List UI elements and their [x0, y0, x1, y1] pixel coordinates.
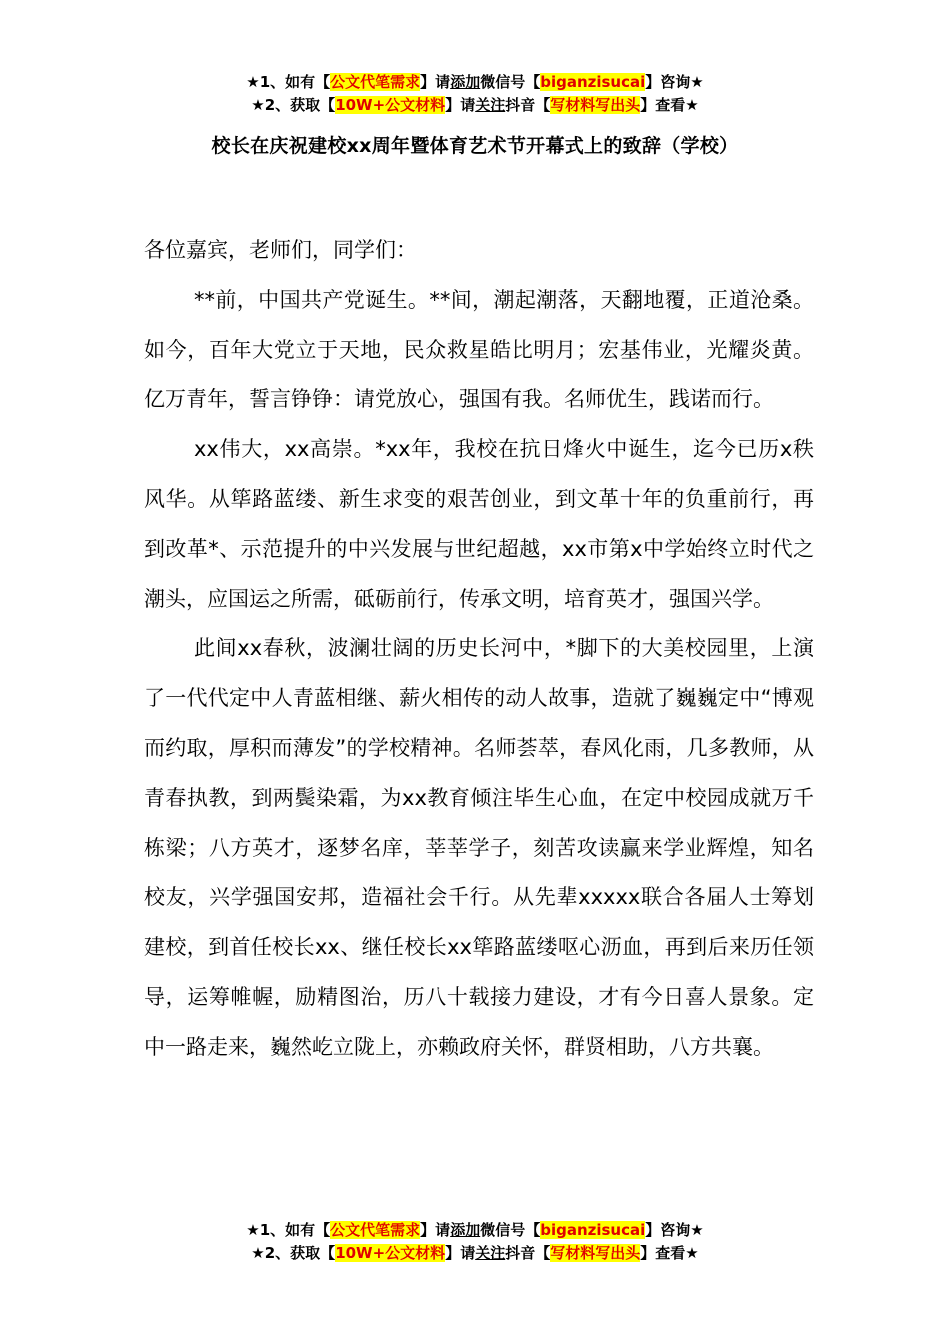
promo-emphasis: 关注	[475, 96, 506, 114]
promo-text: 抖音【	[505, 96, 551, 114]
promo-emphasis: 添加	[450, 73, 481, 91]
promo-line-1	[0, 1220, 950, 1243]
document-title: 校长在庆祝建校xx周年暨体育艺术节开幕式上的致辞（学校）	[211, 135, 739, 157]
promo-highlight: 10W+公文材料	[335, 1244, 446, 1262]
promo-douyin-id: 写材料写出头	[550, 96, 641, 114]
paragraph: **前，中国共产党诞生。**间，潮起潮落，天翻地覆，正道沧桑。如今，百年大党立于天地，民众救星皓比明月；宏基伟业，光耀炎黄。亿万青年，誓言铮铮：请党放心，强国有我。名师优生，践诺而行。	[144, 287, 814, 412]
promo-text: 】咨询★	[645, 73, 704, 91]
promo-line-2	[0, 95, 950, 118]
promo-header	[0, 72, 950, 118]
promo-highlight: 10W+公文材料	[335, 96, 446, 114]
promo-text: 】查看★	[640, 96, 699, 114]
document-body	[144, 226, 814, 1073]
promo-wechat-id: biganzisucai	[540, 73, 646, 91]
promo-text: 抖音【	[505, 1244, 551, 1262]
promo-text: ★2、获取【	[251, 1244, 336, 1262]
promo-text: 】咨询★	[645, 1221, 704, 1239]
promo-text: ★2、获取【	[251, 96, 336, 114]
promo-emphasis: 添加	[450, 1221, 481, 1239]
promo-text: 】查看★	[640, 1244, 699, 1262]
promo-text: 】请	[420, 1221, 451, 1239]
promo-text: 】请	[445, 1244, 476, 1262]
paragraph: 此间xx春秋，波澜壮阔的历史长河中，*脚下的大美校园里，上演了一代代定中人青蓝相继、薪火相传的动人故事，造就了巍巍定中“博观而约取，厚积而薄发”的学校精神。名师荟萃，春风化雨，几多教师，从青春执教，到两鬓染霜，为xx教育倾注毕生心血，在定中校园成就万千栋梁；八方英才，逐梦名庠，莘莘学子，刻苦攻读赢来学业辉煌，知名校友，兴学强国安邦，造福社会千行。从先辈xxxxx联合各届人士筹划建校，到首任校长xx、继任校长xx筚路蓝缕呕心沥血，再到后来历任领导，运筹帷幄，励精图治，历八十载接力建设，才有今日喜人景象。定中一路走来，巍然屹立陇上，亦赖政府关怀，群贤相助，八方共襄。	[144, 636, 814, 1059]
salutation: 各位嘉宾，老师们，同学们：	[144, 238, 417, 262]
promo-text: 微信号【	[480, 1221, 541, 1239]
promo-text: 微信号【	[480, 73, 541, 91]
promo-text: ★1、如有【	[246, 73, 331, 91]
promo-highlight: 公文代笔需求	[330, 73, 421, 91]
promo-douyin-id: 写材料写出头	[550, 1244, 641, 1262]
promo-text: ★1、如有【	[246, 1221, 331, 1239]
promo-line-1	[0, 72, 950, 95]
promo-footer	[0, 1220, 950, 1266]
promo-emphasis: 关注	[475, 1244, 506, 1262]
paragraph: xx伟大，xx高崇。*xx年，我校在抗日烽火中诞生，迄今已历x秩风华。从筚路蓝缕、新生求变的艰苦创业，到文革十年的负重前行，再到改革*、示范提升的中兴发展与世纪超越，xx市第x中学始终立时代之潮头，应国运之所需，砥砺前行，传承文明，培育英才，强国兴学。	[144, 437, 814, 611]
promo-text: 】请	[445, 96, 476, 114]
promo-line-2	[0, 1243, 950, 1266]
promo-wechat-id: biganzisucai	[540, 1221, 646, 1239]
promo-highlight: 公文代笔需求	[330, 1221, 421, 1239]
promo-text: 】请	[420, 73, 451, 91]
